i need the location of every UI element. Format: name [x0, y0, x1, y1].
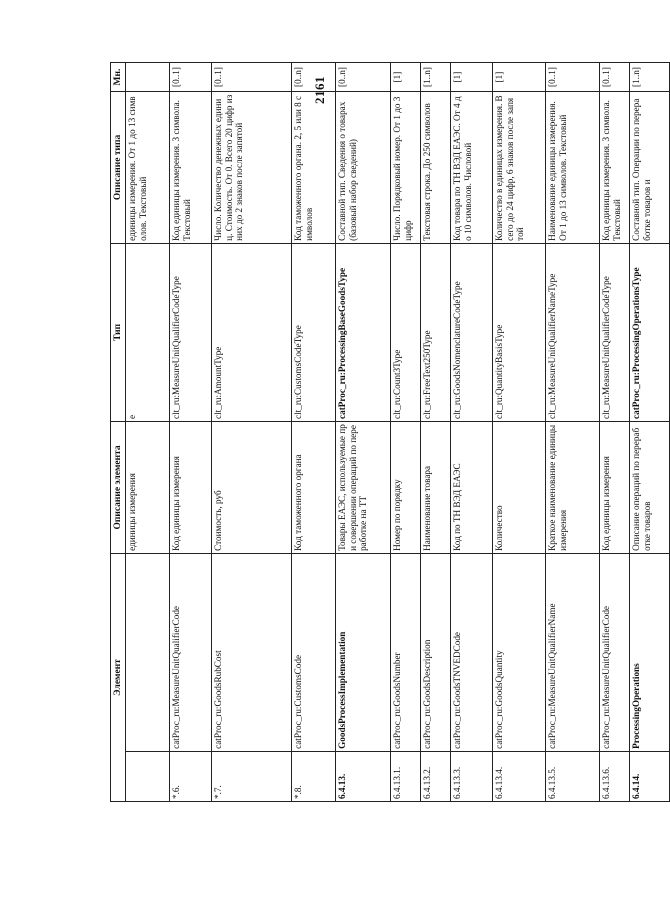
table-row — [391, 63, 421, 802]
multiplicity-cell: [0..1] — [170, 63, 212, 92]
element-number-cell: 6.4.13. — [336, 751, 391, 801]
element-name-cell: catProc_ru:MeasureUnitQualifierCode — [600, 553, 630, 751]
type-cell: e — [126, 243, 170, 421]
element-number-cell: 6.4.13.4. — [493, 751, 546, 801]
element-description-cell: Наименование товара — [421, 421, 451, 553]
type-cell: clt_ru:Count3Type — [391, 243, 421, 421]
element-name-cell: catProc_ru:GoodsQuantity — [493, 553, 546, 751]
element-name-cell: catProc_ru:MeasureUnitQualifierCode — [170, 553, 212, 751]
page-number: 2161 — [312, 76, 327, 104]
element-name-cell: GoodsProcessImplementation — [336, 553, 391, 751]
element-number-cell: *.8. — [292, 751, 336, 801]
multiplicity-cell: [0..1] — [600, 63, 630, 92]
element-number-cell: 6.4.13.1. — [391, 751, 421, 801]
type-description-cell: Составной тип. Сведения о товарах (базовый набор сведений) — [336, 92, 391, 244]
type-description-cell: Код единицы измерения. 3 символа. Текстовый — [600, 92, 630, 244]
type-description-cell: Количество в единицах измерения. Всего до 24 цифр, 6 знаков после запятой — [493, 92, 546, 244]
element-description-cell: Краткое наименование единицы измерения — [546, 421, 600, 553]
type-cell: clt_ru:QuantityBasisType — [493, 243, 546, 421]
type-cell: clt_ru:FreeText250Type — [421, 243, 451, 421]
header-element: Элемент — [111, 553, 126, 801]
element-name-cell: catProc_ru:GoodsRubCost — [212, 553, 292, 751]
type-cell: clt_ru:AmountType — [212, 243, 292, 421]
header-type: Тип — [111, 243, 126, 421]
multiplicity-cell — [126, 63, 170, 92]
table-row — [170, 63, 212, 802]
type-description-cell: Текстовая строка. До 250 символов — [421, 92, 451, 244]
table-body — [126, 63, 670, 802]
element-description-cell: Код по ТН ВЭД ЕАЭС — [451, 421, 493, 553]
multiplicity-cell: [1] — [391, 63, 421, 92]
table-row — [546, 63, 600, 802]
table-row — [336, 63, 391, 802]
table-row — [630, 63, 670, 802]
type-description-cell: Наименование единицы измерения. От 1 до 13 символов. Текстовый — [546, 92, 600, 244]
type-description-cell: Код товара по ТН ВЭД ЕАЭС. От 4 до 10 символов. Числовой — [451, 92, 493, 244]
element-name-cell: catProc_ru:GoodsDescription — [421, 553, 451, 751]
table-row — [600, 63, 630, 802]
type-cell: clt_ru:MeasureUnitQualifierCodeType — [170, 243, 212, 421]
type-cell: catProc_ru:ProcessingOperationsType — [630, 243, 670, 421]
multiplicity-cell: [1..n] — [630, 63, 670, 92]
element-name-cell: ProcessingOperations — [630, 553, 670, 751]
type-description-cell: Составной тип. Операции по переработке товаров и — [630, 92, 670, 244]
header-element-description: Описание элемента — [111, 421, 126, 553]
type-description-cell: единицы измерения. От 1 до 13 символов. Текстовый — [126, 92, 170, 244]
type-description-cell: Число. Количество денежных единиц. Стоимость. От 0. Всего 20 цифр из них до 2 знаков после запятой — [212, 92, 292, 244]
multiplicity-cell: [0..1] — [546, 63, 600, 92]
type-cell: clt_ru:MeasureUnitQualifierNameType — [546, 243, 600, 421]
element-number-cell: 6.4.13.2. — [421, 751, 451, 801]
table-row — [292, 63, 336, 802]
multiplicity-cell: [0..n] — [336, 63, 391, 92]
header-multiplicity: Мн. — [111, 63, 126, 92]
table-header-row — [111, 63, 126, 802]
type-description-cell: Код таможенного органа. 2, 5 или 8 символов — [292, 92, 336, 244]
table-row — [421, 63, 451, 802]
element-description-cell: Товары ЕАЭС, используемые при совершении операций по переработке на ТТ — [336, 421, 391, 553]
multiplicity-cell: [0..1] — [212, 63, 292, 92]
type-cell: clt_ru:GoodsNomenclatureCodeType — [451, 243, 493, 421]
element-description-cell: Код единицы измерения — [600, 421, 630, 553]
element-name-cell: catProc_ru:MeasureUnitQualifierName — [546, 553, 600, 751]
multiplicity-cell: [1..n] — [421, 63, 451, 92]
element-number-cell — [126, 751, 170, 801]
element-description-cell: Описание операций по переработке товаров — [630, 421, 670, 553]
element-description-cell: Номер по порядку — [391, 421, 421, 553]
element-number-cell: *.6. — [170, 751, 212, 801]
specification-table-container — [110, 62, 652, 802]
type-cell: clt_ru:MeasureUnitQualifierCodeType — [600, 243, 630, 421]
element-description-cell: Стоимость, руб — [212, 421, 292, 553]
element-name-cell: catProc_ru:GoodsNumber — [391, 553, 421, 751]
header-type-description: Описание типа — [111, 92, 126, 244]
multiplicity-cell: [1] — [493, 63, 546, 92]
type-description-cell: Код единицы измерения. 3 символа. Текстовый — [170, 92, 212, 244]
element-description-cell: единицы измерения — [126, 421, 170, 553]
multiplicity-cell: [1] — [451, 63, 493, 92]
element-description-cell: Количество — [493, 421, 546, 553]
element-description-cell: Код таможенного органа — [292, 421, 336, 553]
type-cell: catProc_ru:ProcessingBaseGoodsType — [336, 243, 391, 421]
type-description-cell: Число. Порядковый номер. От 1 до 3 цифр — [391, 92, 421, 244]
element-number-cell: 6.4.14. — [630, 751, 670, 801]
element-number-cell: *.7. — [212, 751, 292, 801]
multiplicity-cell: [0..n] — [292, 63, 336, 92]
specification-table — [110, 62, 670, 802]
table-row — [126, 63, 170, 802]
element-number-cell: 6.4.13.3. — [451, 751, 493, 801]
table-row — [212, 63, 292, 802]
element-description-cell: Код единицы измерения — [170, 421, 212, 553]
table-row — [451, 63, 493, 802]
element-name-cell: catProc_ru:CustomsCode — [292, 553, 336, 751]
element-name-cell — [126, 553, 170, 751]
type-cell: clt_ru:CustomsCodeType — [292, 243, 336, 421]
element-name-cell: catProc_ru:GoodsTNVEDCode — [451, 553, 493, 751]
element-number-cell: 6.4.13.6. — [600, 751, 630, 801]
element-number-cell: 6.4.13.5. — [546, 751, 600, 801]
table-row — [493, 63, 546, 802]
